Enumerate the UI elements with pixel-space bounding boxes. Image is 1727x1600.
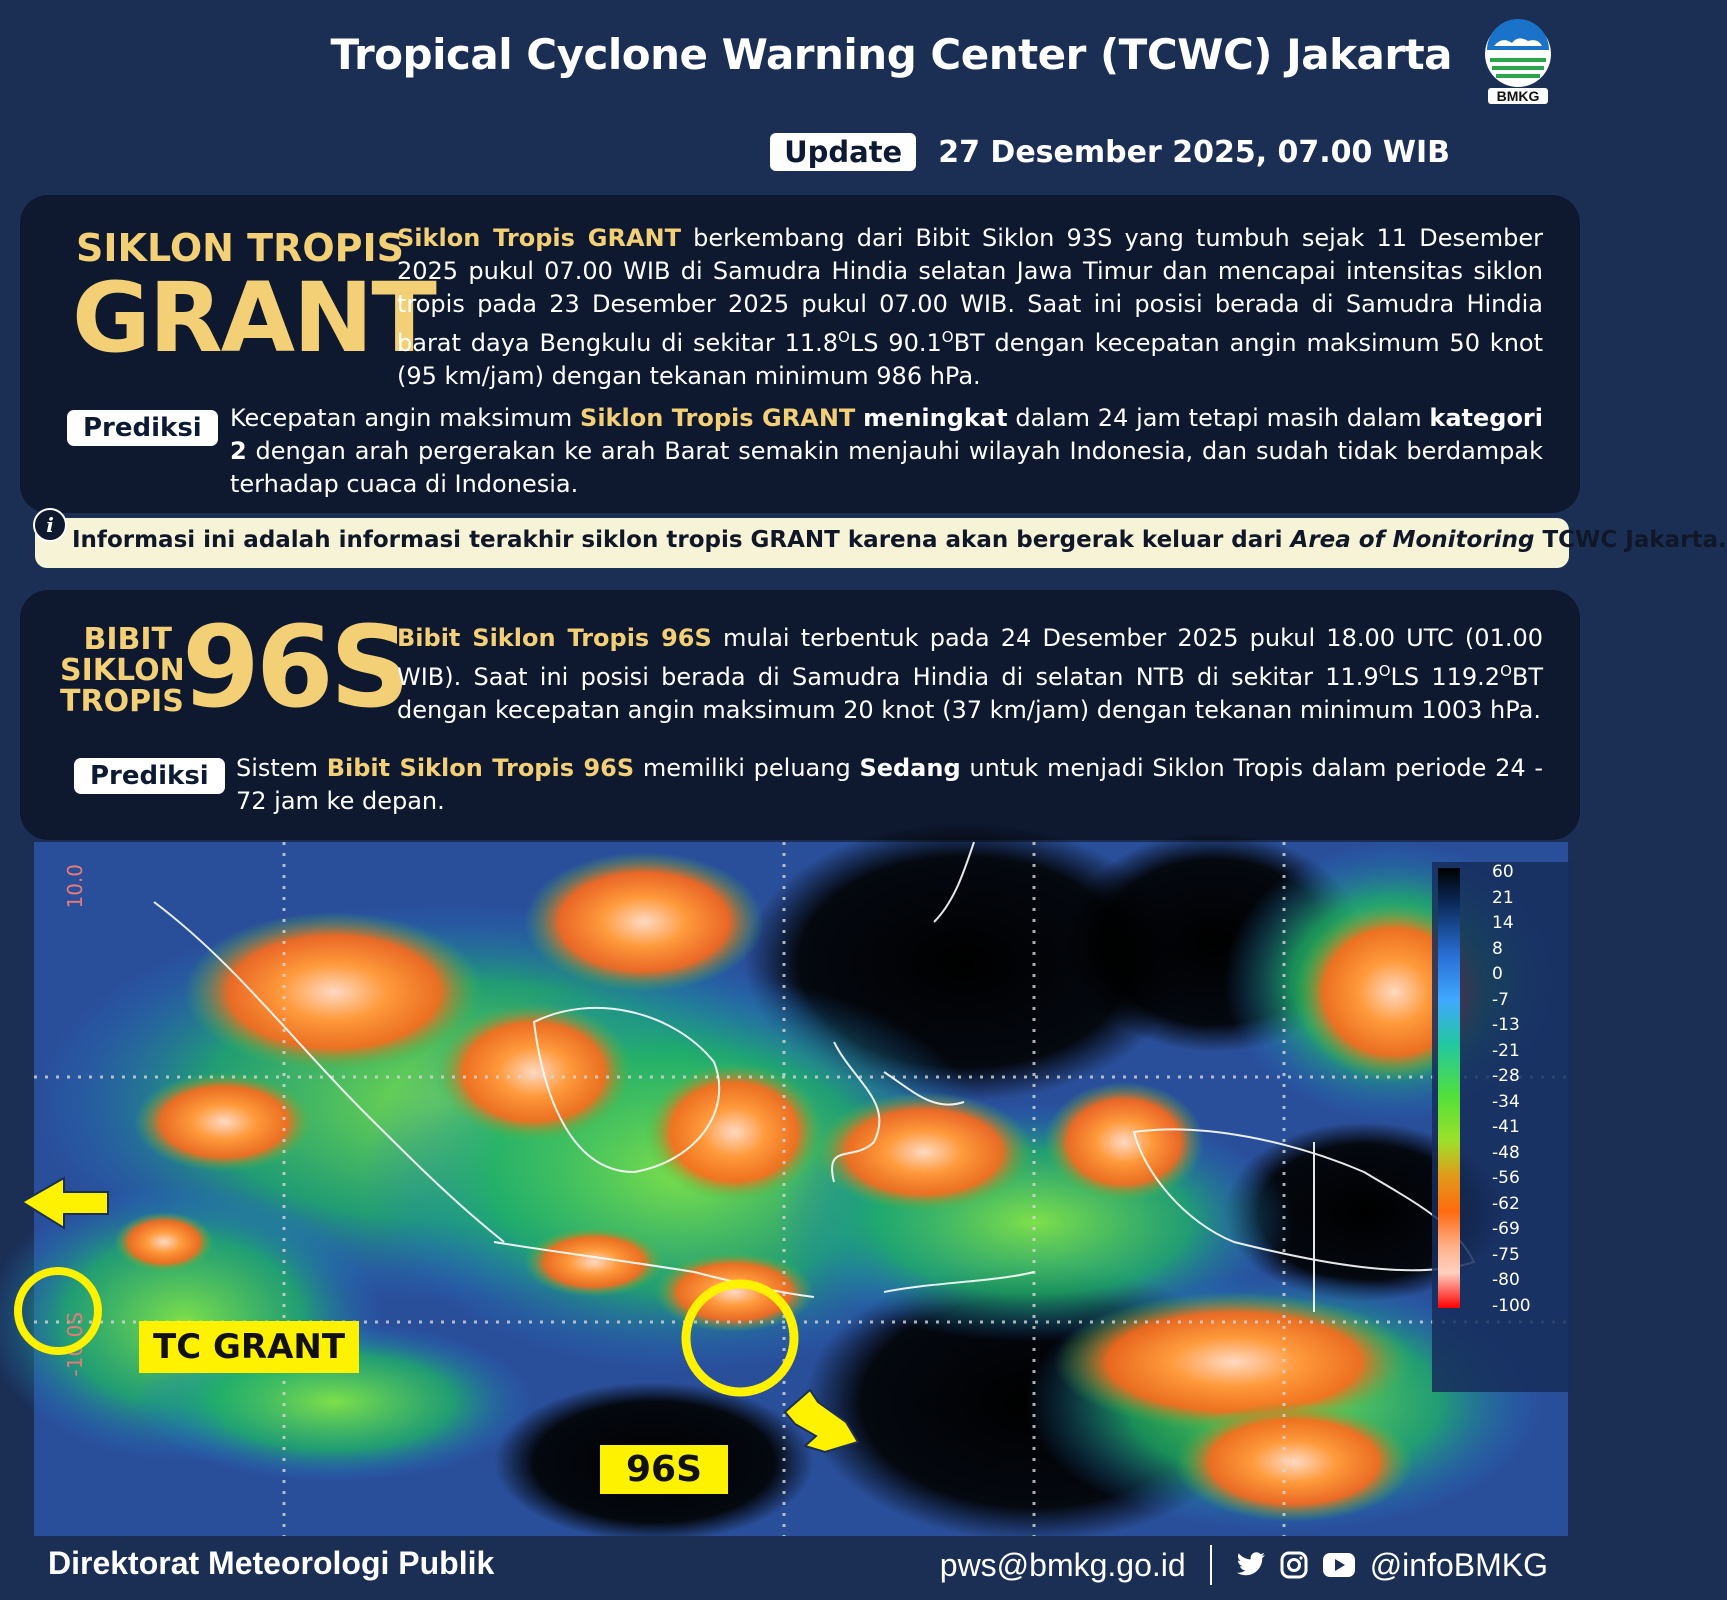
colorbar-tick: 0 bbox=[1492, 964, 1503, 984]
degree-mark: O bbox=[838, 328, 850, 346]
colorbar-tick: -13 bbox=[1492, 1015, 1520, 1035]
bibit-prediction-badge: Prediksi bbox=[74, 758, 225, 794]
colorbar-tick: -41 bbox=[1492, 1117, 1520, 1137]
colorbar-tick: -7 bbox=[1492, 989, 1509, 1010]
degree-mark: O bbox=[1378, 662, 1391, 680]
youtube-icon[interactable] bbox=[1322, 1552, 1356, 1578]
update-date: 27 Desember 2025, 07.00 WIB bbox=[938, 134, 1450, 170]
bibit-pred-text: memiliki peluang bbox=[634, 754, 860, 782]
info-text-part: TCWC Jakarta. bbox=[1534, 527, 1727, 553]
info-text-part: Informasi ini adalah informasi terakhir siklon tropis GRANT karena akan bergerak keluar dari bbox=[72, 527, 1291, 553]
lat-label-bottom: -10.0S bbox=[63, 1312, 87, 1377]
info-icon: i bbox=[33, 508, 67, 542]
bibit-label-type bbox=[60, 622, 185, 719]
bmkg-logo bbox=[1482, 18, 1554, 104]
instagram-icon[interactable] bbox=[1280, 1551, 1308, 1579]
grant-label-type: SIKLON TROPIS bbox=[76, 226, 404, 270]
grant-description bbox=[397, 222, 1543, 393]
colorbar-tick: -34 bbox=[1492, 1091, 1520, 1112]
bibit-pred-text: Sistem bbox=[236, 754, 327, 782]
tc-grant-label: TC GRANT bbox=[139, 1321, 359, 1373]
grant-desc-lead: Siklon Tropis GRANT bbox=[397, 224, 682, 252]
grant-label-name: GRANT bbox=[72, 262, 435, 374]
logo-text: BMKG bbox=[1496, 88, 1540, 104]
grant-pred-bold: kategori 2 bbox=[230, 404, 1543, 465]
degree-mark: O bbox=[941, 328, 954, 346]
system-96s-circle bbox=[686, 1284, 794, 1392]
colorbar-tick: 8 bbox=[1492, 938, 1503, 959]
bibit-label-line: SIKLON bbox=[60, 653, 185, 688]
footer-contacts bbox=[940, 1545, 1548, 1585]
colorbar-tick: 21 bbox=[1492, 887, 1514, 908]
bibit-label-line: TROPIS bbox=[60, 684, 184, 719]
grant-pred-bold: meningkat bbox=[863, 404, 1008, 432]
label-96s: 96S bbox=[600, 1445, 728, 1494]
colorbar-tick: -28 bbox=[1492, 1066, 1520, 1086]
colorbar-tick: -62 bbox=[1492, 1193, 1520, 1214]
bibit-prediction bbox=[236, 752, 1543, 818]
colorbar-tick: 14 bbox=[1492, 913, 1514, 933]
twitter-icon[interactable] bbox=[1236, 1552, 1266, 1578]
bibit-desc-lead: Bibit Siklon Tropis 96S bbox=[397, 624, 712, 652]
grant-pred-text: dalam 24 jam tetapi masih dalam bbox=[1007, 404, 1430, 432]
bibit-desc-text: BT dengan kecepatan angin maksimum 20 knot (37 km/jam) dengan tekanan minimum 1003 hPa. bbox=[397, 663, 1543, 724]
grant-pred-text: Kecepatan angin maksimum bbox=[230, 404, 581, 432]
west-arrow-icon bbox=[22, 1178, 108, 1228]
bibit-desc-text: mulai terbentuk pada 24 Desember 2025 pukul 18.00 UTC (01.00 WIB). Saat ini posisi berada di Samudra Hindia di selatan NTB di sekitar 11.9 bbox=[397, 624, 1544, 691]
colorbar-tick: -48 bbox=[1492, 1142, 1520, 1163]
colorbar-tick: -56 bbox=[1492, 1168, 1520, 1188]
info-text-italic: Area of Monitoring bbox=[1290, 527, 1535, 553]
colorbar-tick: -21 bbox=[1492, 1040, 1520, 1061]
bibit-label-number: 96S bbox=[182, 603, 407, 733]
grant-desc-text: LS 90.1 bbox=[849, 329, 942, 357]
bibit-pred-gold: Bibit Siklon Tropis 96S bbox=[326, 754, 635, 782]
bibit-label-line: BIBIT bbox=[83, 622, 172, 657]
southeast-arrow-icon bbox=[785, 1390, 858, 1452]
grant-desc-text: BT dengan kecepatan angin maksimum 50 knot (95 km/jam) dengan tekanan minimum 986 hPa. bbox=[397, 329, 1544, 390]
colorbar-tick: 60 bbox=[1492, 862, 1514, 882]
grant-desc-text: berkembang dari Bibit Siklon 93S yang tumbuh sejak 11 Desember 2025 pukul 07.00 WIB di Samudra Hindia selatan Jawa Timur dan mencapai intensitas siklon tropis pada 23 Desember 2025 pukul 07.00 WIB. Saat ini posisi berada di Samudra Hindia barat daya Bengkulu di sekitar 11.8 bbox=[397, 224, 1543, 357]
bibit-pred-bold: Sedang bbox=[859, 754, 961, 782]
colorbar-tick: -75 bbox=[1492, 1244, 1520, 1265]
update-row bbox=[770, 133, 1450, 171]
page-title: Tropical Cyclone Warning Center (TCWC) Jakarta bbox=[330, 30, 1452, 79]
update-badge: Update bbox=[770, 133, 916, 171]
colorbar-tick: -100 bbox=[1492, 1295, 1531, 1316]
grant-prediction-badge: Prediksi bbox=[67, 410, 218, 446]
annotations-layer bbox=[0, 842, 1600, 1536]
grant-pred-text bbox=[855, 404, 863, 432]
colorbar-tick: -80 bbox=[1492, 1270, 1520, 1290]
colorbar-tick: -69 bbox=[1492, 1219, 1520, 1239]
footer-social-handle[interactable]: @infoBMKG bbox=[1369, 1546, 1548, 1583]
footer-divider bbox=[1210, 1545, 1212, 1585]
grant-prediction bbox=[230, 402, 1543, 501]
grant-pred-gold: Siklon Tropis GRANT bbox=[580, 404, 856, 432]
tc-grant-circle bbox=[18, 1271, 98, 1351]
bibit-desc-text: LS 119.2 bbox=[1390, 663, 1501, 691]
footer-org: Direktorat Meteorologi Publik bbox=[48, 1545, 495, 1581]
grant-pred-text: dengan arah pergerakan ke arah Barat semakin menjauhi wilayah Indonesia, dan sudah tidak berdampak terhadap cuaca di Indonesia. bbox=[230, 437, 1543, 498]
info-text bbox=[72, 527, 1727, 553]
bibit-description bbox=[397, 622, 1543, 727]
bibit-pred-text: untuk menjadi Siklon Tropis dalam periode 24 - 72 jam ke depan. bbox=[236, 754, 1544, 815]
lat-label-top: 10.0 bbox=[63, 864, 87, 909]
footer-email[interactable]: pws@bmkg.go.id bbox=[939, 1546, 1186, 1583]
degree-mark: O bbox=[1500, 662, 1512, 680]
